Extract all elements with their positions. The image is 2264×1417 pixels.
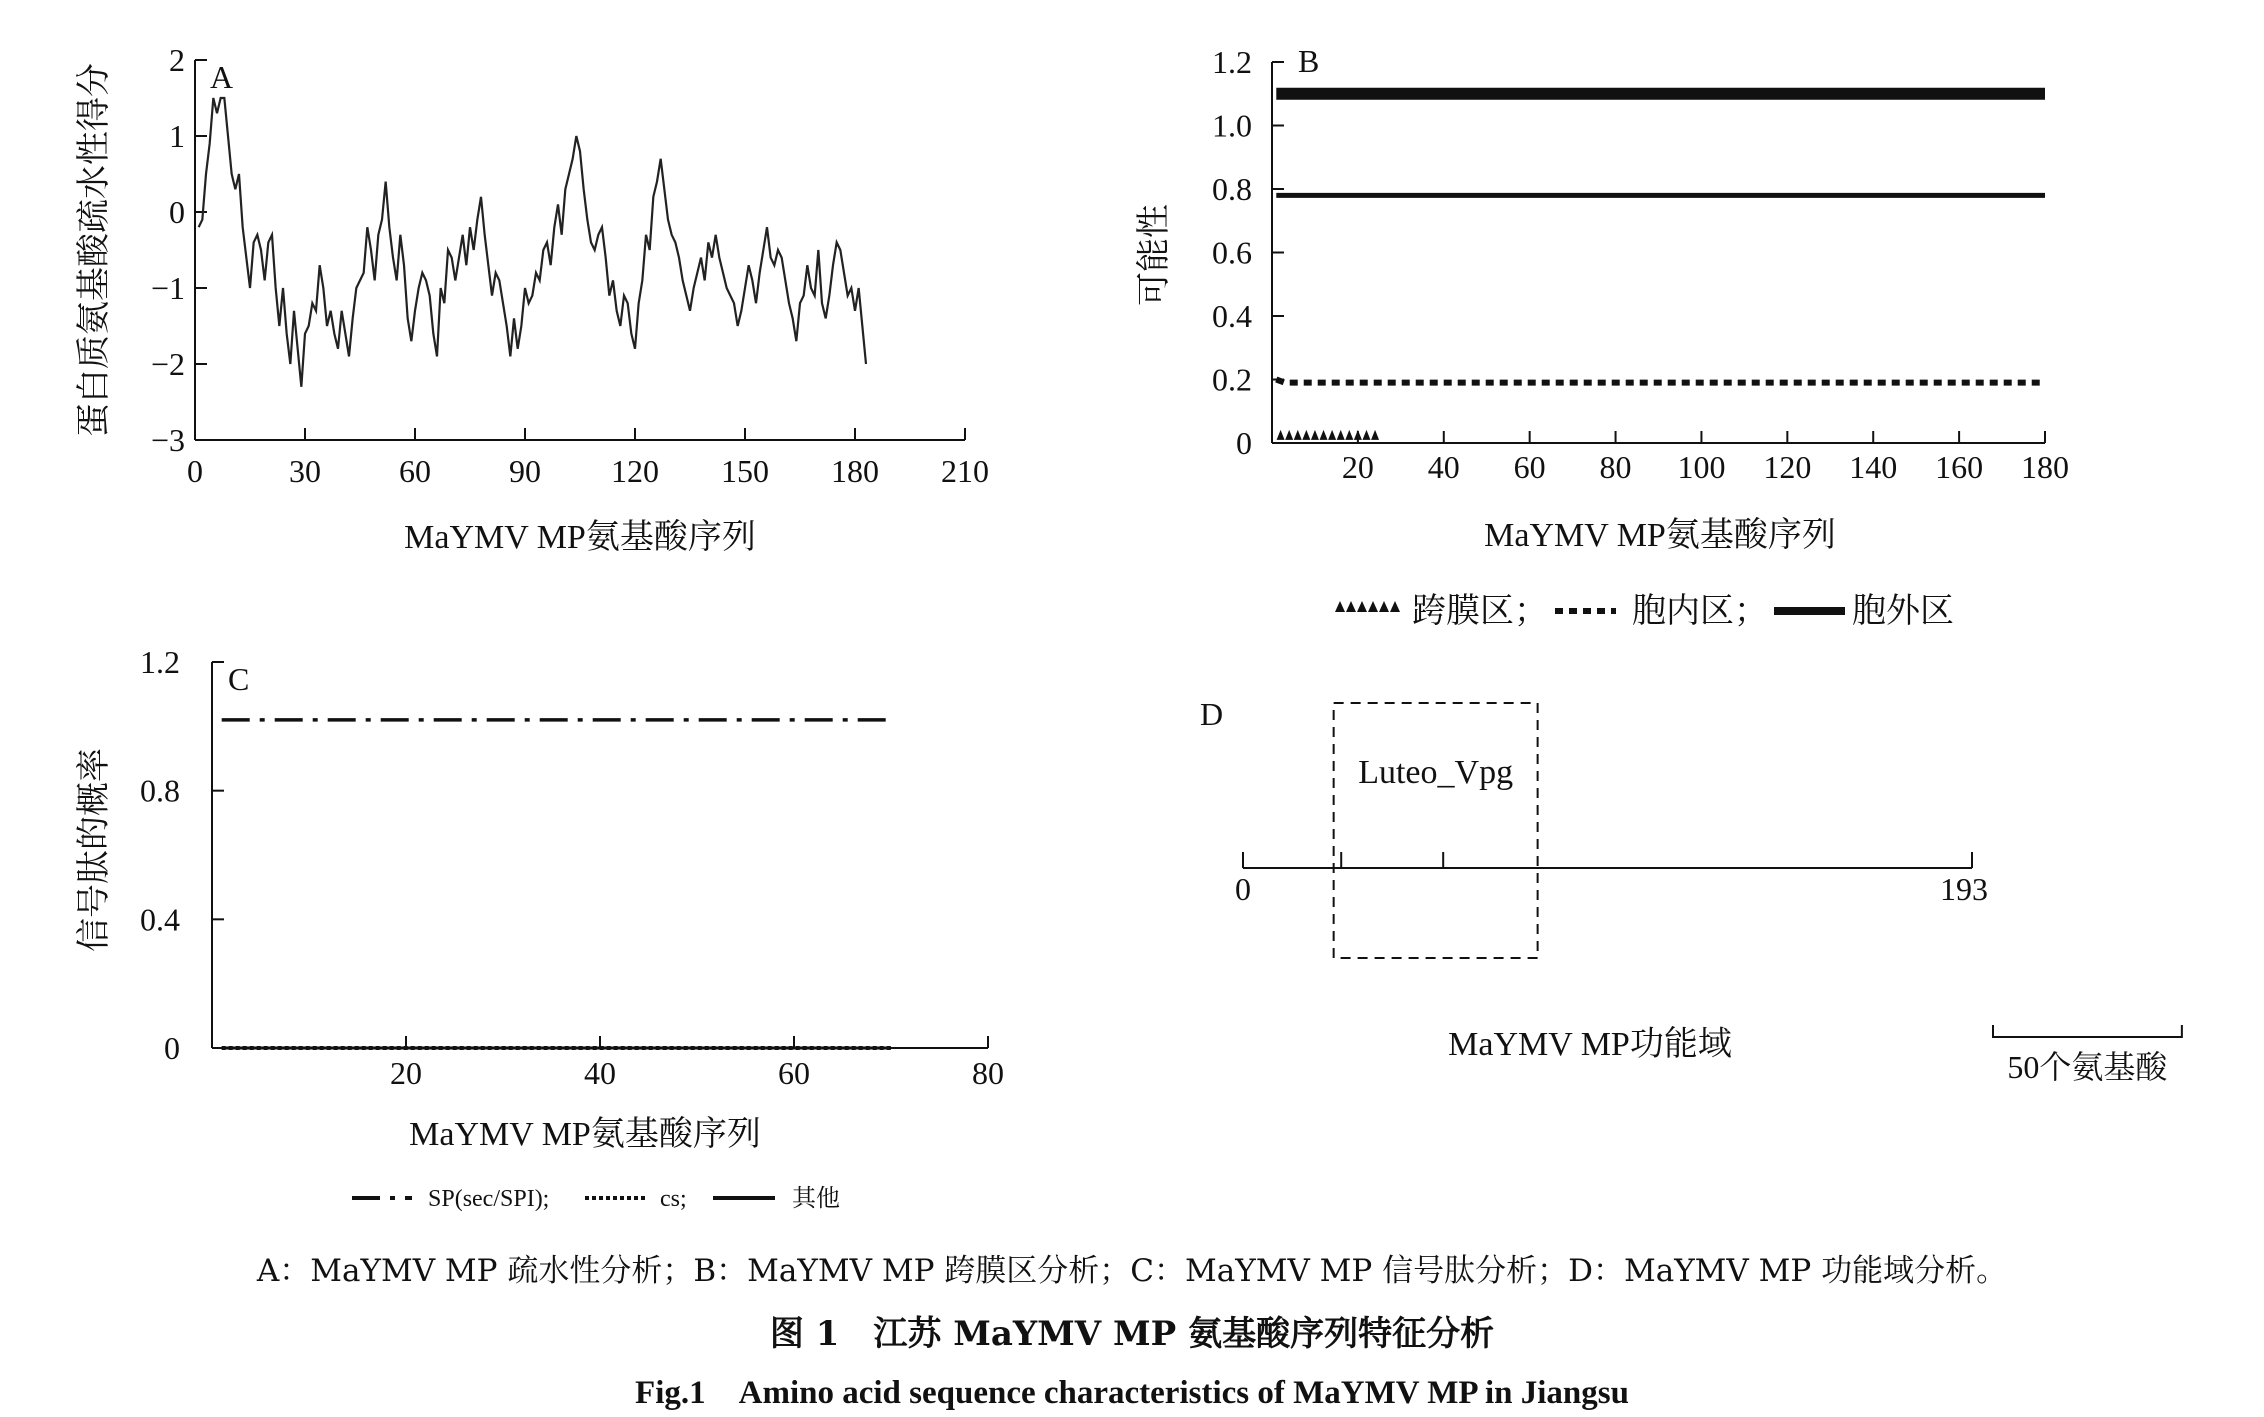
x-tick-label: 40 [1427,449,1460,485]
y-tick-label: 1.0 [1212,107,1252,144]
y-tick-label: 0.8 [140,772,180,809]
panel-b-ticks [1212,44,2069,485]
x-tick-label: 80 [1599,449,1632,485]
panel-c-series [222,720,891,1048]
x-tick-label: 120 [1763,449,1812,485]
x-tick-label: 0 [187,453,203,489]
x-tick-label: 40 [584,1055,616,1091]
y-tick-label: −3 [150,422,185,458]
transmembrane-marker [1320,430,1328,440]
panel-d-domain-diagram [1200,696,2182,1085]
legend-transmembrane-marker [1335,601,1400,612]
y-tick-label: 0 [164,1030,180,1066]
x-tick-label: 160 [1935,449,1984,485]
legend-other-label: 其他 [792,1186,840,1212]
legend-triangle [1379,601,1389,612]
x-tick-label: 180 [2021,449,2069,485]
x-tick-label: 60 [399,453,431,489]
panel-b-transmembrane-chart [1135,43,2069,630]
y-tick-label: −2 [150,346,185,382]
legend-triangle [1357,601,1367,612]
transmembrane-marker [1371,430,1379,440]
legend-triangle [1368,601,1378,612]
transmembrane-marker [1294,430,1302,440]
x-tick-label: 90 [509,453,541,489]
y-tick-label: 2 [169,42,185,78]
sequence-start-label: 0 [1235,871,1251,907]
x-tick-label: 210 [941,453,989,489]
x-tick-label: 140 [1849,449,1898,485]
transmembrane-marker [1311,430,1319,440]
panel-b-series [1276,94,2045,440]
transmembrane-marker [1285,430,1293,440]
panel-b-letter: B [1298,43,1320,79]
x-tick-label: 20 [390,1055,422,1091]
intracellular-line [1276,380,2045,383]
x-tick-label: 120 [611,453,659,489]
x-tick-label: 60 [778,1055,810,1091]
figure-notes: A：MaYMV MP 疏水性分析；B：MaYMV MP 跨膜区分析；C：MaYMV MP 信号肽分析；D：MaYMV MP 功能域分析。 [256,1253,2008,1289]
panel-a-y-label: 蛋白质氨基酸疏水性得分 [76,63,113,437]
y-tick-label: 0.4 [1212,298,1252,334]
sequence-ticks [1243,852,1972,868]
x-tick-label: 20 [1341,449,1374,485]
y-tick-label: 0 [1236,425,1252,461]
legend-sp-label: SP(sec/SPI); [428,1186,550,1212]
scale-bar-label: 50个氨基酸 [2007,1049,2168,1085]
y-tick-label: 1 [169,118,185,154]
transmembrane-marker [1362,430,1370,440]
panel-a-x-label: MaYMV MP氨基酸序列 [404,519,756,556]
panel-d-letter: D [1200,696,1224,732]
legend-transmembrane-label: 跨膜区； [1412,593,1548,630]
x-tick-label: 60 [1513,449,1546,485]
panel-c-letter: C [228,661,250,697]
transmembrane-marker [1328,430,1336,440]
legend-extracellular-label: 胞外区 [1852,593,1954,630]
sequence-end-label: 193 [1940,871,1988,907]
panel-c-x-label: MaYMV MP氨基酸序列 [409,1116,761,1153]
panel-a-hydrophobicity-chart [75,42,989,556]
figure-title-en: Fig.1 Amino acid sequence characteristics of MaYMV MP in Jiangsu [635,1375,1629,1411]
legend-triangle [1335,601,1345,612]
panel-b-x-label: MaYMV MP氨基酸序列 [1484,517,1836,554]
y-tick-label: 0 [169,194,185,230]
y-tick-label: 1.2 [1212,44,1252,80]
panel-d-x-label: MaYMV MP功能域 [1448,1026,1732,1063]
y-tick-label: 0.8 [1212,171,1252,207]
panel-b-y-label: 可能性 [1136,204,1173,306]
x-tick-label: 30 [289,453,321,489]
y-tick-label: 0.6 [1212,234,1252,271]
x-tick-label: 80 [972,1055,1004,1091]
y-tick-label: 1.2 [140,644,180,680]
panel-c-signal-peptide-chart [75,644,1004,1212]
transmembrane-marker [1302,430,1310,440]
domain-label: Luteo_Vpg [1358,754,1514,791]
panel-a-letter: A [210,59,234,95]
x-tick-label: 180 [831,453,879,489]
legend-cs-label: cs; [660,1186,687,1212]
x-tick-label: 100 [1677,449,1726,485]
transmembrane-marker [1345,430,1353,440]
panel-c-ticks [140,644,1004,1091]
y-tick-label: 0.4 [140,901,180,938]
transmembrane-marker [1337,430,1345,440]
panel-b-legend [1335,592,1954,630]
legend-triangle [1390,601,1400,612]
domain-box [1334,703,1538,958]
y-tick-label: −1 [150,270,185,306]
scale-bar-line [1993,1025,2182,1037]
transmembrane-marker [1277,430,1285,440]
scale-bar [1993,1025,2182,1037]
panel-c-legend [352,1185,840,1212]
transmembrane-marker [1354,430,1362,440]
panel-a-series-line [199,98,866,387]
x-tick-label: 150 [721,453,769,489]
legend-intracellular-label: 胞内区； [1632,593,1768,630]
panel-c-y-label: 信号肽的概率 [76,748,113,952]
panel-a-ticks [151,42,989,489]
y-tick-label: 0.2 [1212,361,1252,398]
figure-title-cn: 图 1 江苏 MaYMV MP 氨基酸序列特征分析 [769,1314,1495,1354]
legend-triangle [1346,601,1356,612]
